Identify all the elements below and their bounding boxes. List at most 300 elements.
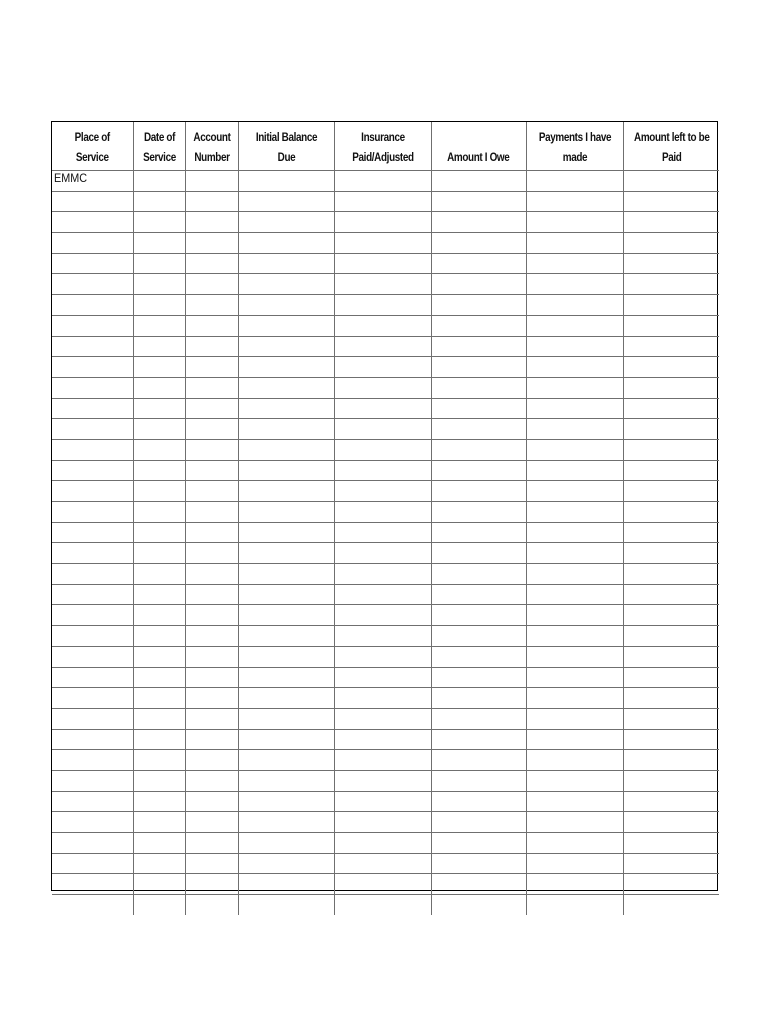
amount-left-to-be-paid-cell[interactable] [623, 502, 719, 523]
payments-i-have-made-cell[interactable] [526, 812, 623, 833]
place-of-service-cell[interactable] [52, 522, 133, 543]
payments-i-have-made-cell[interactable] [526, 791, 623, 812]
amount-left-to-be-paid-cell[interactable] [623, 626, 719, 647]
payments-i-have-made-cell[interactable] [526, 522, 623, 543]
insurance-paid-adjusted-cell[interactable] [334, 191, 431, 212]
account-number-cell[interactable] [185, 295, 238, 316]
amount-left-to-be-paid-cell[interactable] [623, 729, 719, 750]
amount-i-owe-cell[interactable] [431, 874, 526, 895]
amount-left-to-be-paid-cell[interactable] [623, 212, 719, 233]
payments-i-have-made-cell[interactable] [526, 439, 623, 460]
account-number-cell[interactable] [185, 439, 238, 460]
table-row [52, 812, 719, 833]
place-of-service-cell[interactable] [52, 253, 133, 274]
account-number-cell[interactable] [185, 502, 238, 523]
date-of-service-cell[interactable] [133, 253, 185, 274]
amount-i-owe-cell[interactable] [431, 274, 526, 295]
insurance-paid-adjusted-cell[interactable] [334, 646, 431, 667]
amount-i-owe-cell[interactable] [431, 812, 526, 833]
insurance-paid-adjusted-cell[interactable] [334, 212, 431, 233]
date-of-service-cell[interactable] [133, 315, 185, 336]
initial-balance-due-cell[interactable] [238, 791, 334, 812]
insurance-paid-adjusted-cell[interactable] [334, 688, 431, 709]
table-row [52, 315, 719, 336]
account-number-cell[interactable] [185, 874, 238, 895]
insurance-paid-adjusted-cell[interactable] [334, 770, 431, 791]
date-of-service-cell[interactable] [133, 564, 185, 585]
date-of-service-cell[interactable] [133, 481, 185, 502]
amount-left-to-be-paid-cell[interactable] [623, 522, 719, 543]
account-number-cell[interactable] [185, 212, 238, 233]
insurance-paid-adjusted-cell[interactable] [334, 315, 431, 336]
insurance-paid-adjusted-cell[interactable] [334, 522, 431, 543]
initial-balance-due-cell[interactable] [238, 212, 334, 233]
initial-balance-due-cell[interactable] [238, 584, 334, 605]
initial-balance-due-cell[interactable] [238, 729, 334, 750]
date-of-service-cell[interactable] [133, 791, 185, 812]
payments-i-have-made-cell[interactable] [526, 564, 623, 585]
account-number-cell[interactable] [185, 853, 238, 874]
payments-i-have-made-cell[interactable] [526, 171, 623, 192]
payments-i-have-made-cell[interactable] [526, 605, 623, 626]
place-of-service-cell[interactable] [52, 336, 133, 357]
insurance-paid-adjusted-cell[interactable] [334, 253, 431, 274]
amount-i-owe-cell[interactable] [431, 398, 526, 419]
account-number-cell[interactable] [185, 481, 238, 502]
place-of-service-cell[interactable] [52, 584, 133, 605]
date-of-service-cell[interactable] [133, 584, 185, 605]
insurance-paid-adjusted-cell[interactable] [334, 419, 431, 440]
place-of-service-cell[interactable] [52, 357, 133, 378]
place-of-service-cell[interactable] [52, 439, 133, 460]
payments-i-have-made-cell[interactable] [526, 543, 623, 564]
amount-i-owe-cell[interactable] [431, 708, 526, 729]
insurance-paid-adjusted-cell[interactable] [334, 874, 431, 895]
place-of-service-cell[interactable] [52, 564, 133, 585]
insurance-paid-adjusted-cell[interactable] [334, 233, 431, 254]
account-number-cell[interactable] [185, 605, 238, 626]
amount-left-to-be-paid-cell[interactable] [623, 895, 719, 915]
account-number-cell[interactable] [185, 357, 238, 378]
date-of-service-cell[interactable] [133, 502, 185, 523]
amount-i-owe-cell[interactable] [431, 212, 526, 233]
amount-left-to-be-paid-cell[interactable] [623, 398, 719, 419]
initial-balance-due-cell[interactable] [238, 708, 334, 729]
payments-i-have-made-cell[interactable] [526, 770, 623, 791]
initial-balance-due-cell[interactable] [238, 895, 334, 915]
insurance-paid-adjusted-cell[interactable] [334, 502, 431, 523]
place-of-service-cell[interactable] [52, 833, 133, 854]
amount-left-to-be-paid-cell[interactable] [623, 564, 719, 585]
date-of-service-cell[interactable] [133, 853, 185, 874]
amount-left-to-be-paid-cell[interactable] [623, 667, 719, 688]
amount-left-to-be-paid-cell[interactable] [623, 605, 719, 626]
payments-i-have-made-cell[interactable] [526, 419, 623, 440]
account-number-cell[interactable] [185, 750, 238, 771]
place-of-service-cell[interactable] [52, 233, 133, 254]
amount-left-to-be-paid-cell[interactable] [623, 708, 719, 729]
amount-i-owe-cell[interactable] [431, 171, 526, 192]
initial-balance-due-cell[interactable] [238, 502, 334, 523]
initial-balance-due-cell[interactable] [238, 688, 334, 709]
place-of-service-cell[interactable] [52, 895, 133, 915]
insurance-paid-adjusted-cell[interactable] [334, 439, 431, 460]
account-number-cell[interactable] [185, 626, 238, 647]
account-number-cell[interactable] [185, 584, 238, 605]
place-of-service-cell[interactable] [52, 729, 133, 750]
insurance-paid-adjusted-cell[interactable] [334, 171, 431, 192]
initial-balance-due-cell[interactable] [238, 481, 334, 502]
payments-i-have-made-cell[interactable] [526, 874, 623, 895]
initial-balance-due-cell[interactable] [238, 605, 334, 626]
payments-i-have-made-cell[interactable] [526, 212, 623, 233]
amount-i-owe-cell[interactable] [431, 357, 526, 378]
place-of-service-cell[interactable] [52, 770, 133, 791]
place-of-service-cell[interactable] [52, 543, 133, 564]
payments-i-have-made-cell[interactable] [526, 646, 623, 667]
account-number-cell[interactable] [185, 729, 238, 750]
place-of-service-cell[interactable] [52, 377, 133, 398]
place-of-service-cell[interactable] [52, 171, 133, 192]
amount-left-to-be-paid-cell[interactable] [623, 750, 719, 771]
amount-left-to-be-paid-cell[interactable] [623, 336, 719, 357]
table-body [52, 171, 719, 915]
account-number-cell[interactable] [185, 274, 238, 295]
insurance-paid-adjusted-cell[interactable] [334, 398, 431, 419]
insurance-paid-adjusted-cell[interactable] [334, 750, 431, 771]
place-of-service-cell[interactable] [52, 481, 133, 502]
payments-i-have-made-cell[interactable] [526, 460, 623, 481]
initial-balance-due-cell[interactable] [238, 191, 334, 212]
amount-left-to-be-paid-cell[interactable] [623, 770, 719, 791]
insurance-paid-adjusted-cell[interactable] [334, 274, 431, 295]
date-of-service-cell[interactable] [133, 336, 185, 357]
initial-balance-due-cell[interactable] [238, 253, 334, 274]
insurance-paid-adjusted-cell[interactable] [334, 336, 431, 357]
amount-left-to-be-paid-cell[interactable] [623, 584, 719, 605]
amount-i-owe-cell[interactable] [431, 481, 526, 502]
account-number-cell[interactable] [185, 419, 238, 440]
initial-balance-due-cell[interactable] [238, 626, 334, 647]
date-of-service-cell[interactable] [133, 688, 185, 709]
initial-balance-due-cell[interactable] [238, 460, 334, 481]
place-of-service-cell[interactable] [52, 812, 133, 833]
payments-i-have-made-cell[interactable] [526, 626, 623, 647]
amount-i-owe-cell[interactable] [431, 233, 526, 254]
date-of-service-cell[interactable] [133, 377, 185, 398]
payments-i-have-made-cell[interactable] [526, 750, 623, 771]
date-of-service-cell[interactable] [133, 812, 185, 833]
date-of-service-cell[interactable] [133, 212, 185, 233]
payments-i-have-made-cell[interactable] [526, 688, 623, 709]
amount-left-to-be-paid-cell[interactable] [623, 419, 719, 440]
payments-i-have-made-cell[interactable] [526, 729, 623, 750]
account-number-cell[interactable] [185, 377, 238, 398]
payments-i-have-made-cell[interactable] [526, 336, 623, 357]
payments-i-have-made-cell[interactable] [526, 191, 623, 212]
payments-i-have-made-cell[interactable] [526, 274, 623, 295]
date-of-service-cell[interactable] [133, 667, 185, 688]
account-number-cell[interactable] [185, 895, 238, 915]
amount-i-owe-cell[interactable] [431, 191, 526, 212]
amount-i-owe-cell[interactable] [431, 833, 526, 854]
account-number-cell[interactable] [185, 253, 238, 274]
initial-balance-due-cell[interactable] [238, 522, 334, 543]
amount-i-owe-cell[interactable] [431, 626, 526, 647]
payments-i-have-made-cell[interactable] [526, 708, 623, 729]
amount-i-owe-cell[interactable] [431, 522, 526, 543]
place-of-service-cell[interactable] [52, 315, 133, 336]
amount-i-owe-cell[interactable] [431, 315, 526, 336]
table-row [52, 584, 719, 605]
initial-balance-due-cell[interactable] [238, 543, 334, 564]
table-row [52, 688, 719, 709]
amount-left-to-be-paid-cell[interactable] [623, 171, 719, 192]
amount-i-owe-cell[interactable] [431, 791, 526, 812]
payments-i-have-made-cell[interactable] [526, 233, 623, 254]
payments-i-have-made-cell[interactable] [526, 667, 623, 688]
amount-left-to-be-paid-cell[interactable] [623, 274, 719, 295]
initial-balance-due-cell[interactable] [238, 750, 334, 771]
insurance-paid-adjusted-cell[interactable] [334, 729, 431, 750]
account-number-cell[interactable] [185, 336, 238, 357]
place-of-service-cell[interactable] [52, 274, 133, 295]
initial-balance-due-cell[interactable] [238, 770, 334, 791]
amount-i-owe-cell[interactable] [431, 460, 526, 481]
account-number-cell[interactable] [185, 708, 238, 729]
initial-balance-due-cell[interactable] [238, 874, 334, 895]
initial-balance-due-cell[interactable] [238, 377, 334, 398]
account-number-cell[interactable] [185, 233, 238, 254]
insurance-paid-adjusted-cell[interactable] [334, 357, 431, 378]
initial-balance-due-cell[interactable] [238, 833, 334, 854]
account-number-cell[interactable] [185, 812, 238, 833]
insurance-paid-adjusted-cell[interactable] [334, 812, 431, 833]
amount-i-owe-cell[interactable] [431, 502, 526, 523]
date-of-service-cell[interactable] [133, 398, 185, 419]
date-of-service-cell[interactable] [133, 233, 185, 254]
date-of-service-cell[interactable] [133, 895, 185, 915]
payment-tracker-table [52, 122, 719, 915]
date-of-service-cell[interactable] [133, 543, 185, 564]
place-of-service-cell[interactable] [52, 708, 133, 729]
amount-left-to-be-paid-cell[interactable] [623, 315, 719, 336]
amount-left-to-be-paid-cell[interactable] [623, 833, 719, 854]
initial-balance-due-cell[interactable] [238, 853, 334, 874]
insurance-paid-adjusted-cell[interactable] [334, 791, 431, 812]
insurance-paid-adjusted-cell[interactable] [334, 584, 431, 605]
payments-i-have-made-cell[interactable] [526, 295, 623, 316]
initial-balance-due-cell[interactable] [238, 274, 334, 295]
place-of-service-cell[interactable] [52, 605, 133, 626]
insurance-paid-adjusted-cell[interactable] [334, 543, 431, 564]
date-of-service-cell[interactable] [133, 522, 185, 543]
date-of-service-cell[interactable] [133, 274, 185, 295]
amount-i-owe-cell[interactable] [431, 729, 526, 750]
date-of-service-cell[interactable] [133, 626, 185, 647]
insurance-paid-adjusted-cell[interactable] [334, 564, 431, 585]
table-row [52, 439, 719, 460]
initial-balance-due-cell[interactable] [238, 419, 334, 440]
date-of-service-cell[interactable] [133, 295, 185, 316]
place-of-service-cell[interactable] [52, 853, 133, 874]
date-of-service-cell[interactable] [133, 874, 185, 895]
amount-left-to-be-paid-cell[interactable] [623, 688, 719, 709]
account-number-cell[interactable] [185, 171, 238, 192]
initial-balance-due-cell[interactable] [238, 667, 334, 688]
amount-i-owe-cell[interactable] [431, 770, 526, 791]
payments-i-have-made-cell[interactable] [526, 481, 623, 502]
date-of-service-cell[interactable] [133, 646, 185, 667]
initial-balance-due-cell[interactable] [238, 646, 334, 667]
date-of-service-cell[interactable] [133, 605, 185, 626]
place-of-service-cell[interactable] [52, 398, 133, 419]
amount-i-owe-cell[interactable] [431, 688, 526, 709]
amount-left-to-be-paid-cell[interactable] [623, 191, 719, 212]
payments-i-have-made-cell[interactable] [526, 895, 623, 915]
insurance-paid-adjusted-cell[interactable] [334, 481, 431, 502]
initial-balance-due-cell[interactable] [238, 398, 334, 419]
initial-balance-due-cell[interactable] [238, 812, 334, 833]
place-of-service-cell[interactable] [52, 646, 133, 667]
payments-i-have-made-cell[interactable] [526, 502, 623, 523]
insurance-paid-adjusted-cell[interactable] [334, 295, 431, 316]
amount-left-to-be-paid-cell[interactable] [623, 460, 719, 481]
amount-i-owe-cell[interactable] [431, 750, 526, 771]
account-number-cell[interactable] [185, 688, 238, 709]
date-of-service-cell[interactable] [133, 419, 185, 440]
insurance-paid-adjusted-cell[interactable] [334, 605, 431, 626]
place-of-service-cell[interactable] [52, 874, 133, 895]
date-of-service-cell[interactable] [133, 708, 185, 729]
place-of-service-cell[interactable] [52, 191, 133, 212]
amount-left-to-be-paid-cell[interactable] [623, 481, 719, 502]
amount-left-to-be-paid-cell[interactable] [623, 377, 719, 398]
payments-i-have-made-cell[interactable] [526, 584, 623, 605]
account-number-cell[interactable] [185, 398, 238, 419]
amount-i-owe-cell[interactable] [431, 667, 526, 688]
initial-balance-due-cell[interactable] [238, 295, 334, 316]
place-of-service-cell[interactable] [52, 750, 133, 771]
insurance-paid-adjusted-cell[interactable] [334, 853, 431, 874]
amount-left-to-be-paid-cell[interactable] [623, 646, 719, 667]
date-of-service-cell[interactable] [133, 729, 185, 750]
insurance-paid-adjusted-cell[interactable] [334, 833, 431, 854]
amount-i-owe-cell[interactable] [431, 646, 526, 667]
amount-i-owe-cell[interactable] [431, 895, 526, 915]
amount-left-to-be-paid-cell[interactable] [623, 253, 719, 274]
insurance-paid-adjusted-cell[interactable] [334, 708, 431, 729]
place-of-service-cell[interactable] [52, 791, 133, 812]
insurance-paid-adjusted-cell[interactable] [334, 626, 431, 647]
account-number-cell[interactable] [185, 543, 238, 564]
amount-i-owe-cell[interactable] [431, 564, 526, 585]
table-row [52, 336, 719, 357]
account-number-cell[interactable] [185, 833, 238, 854]
amount-left-to-be-paid-cell[interactable] [623, 233, 719, 254]
amount-left-to-be-paid-cell[interactable] [623, 295, 719, 316]
date-of-service-cell[interactable] [133, 460, 185, 481]
account-number-cell[interactable] [185, 667, 238, 688]
account-number-cell[interactable] [185, 770, 238, 791]
date-of-service-cell[interactable] [133, 357, 185, 378]
initial-balance-due-cell[interactable] [238, 233, 334, 254]
insurance-paid-adjusted-cell[interactable] [334, 895, 431, 915]
date-of-service-cell[interactable] [133, 171, 185, 192]
amount-left-to-be-paid-cell[interactable] [623, 357, 719, 378]
account-number-cell[interactable] [185, 646, 238, 667]
initial-balance-due-cell[interactable] [238, 315, 334, 336]
amount-i-owe-cell[interactable] [431, 377, 526, 398]
place-of-service-cell[interactable] [52, 460, 133, 481]
amount-i-owe-cell[interactable] [431, 543, 526, 564]
amount-i-owe-cell[interactable] [431, 295, 526, 316]
amount-left-to-be-paid-cell[interactable] [623, 543, 719, 564]
initial-balance-due-cell[interactable] [238, 357, 334, 378]
place-of-service-cell[interactable] [52, 626, 133, 647]
amount-left-to-be-paid-cell[interactable] [623, 791, 719, 812]
amount-left-to-be-paid-cell[interactable] [623, 874, 719, 895]
amount-i-owe-cell[interactable] [431, 336, 526, 357]
date-of-service-cell[interactable] [133, 439, 185, 460]
account-number-cell[interactable] [185, 791, 238, 812]
initial-balance-due-cell[interactable] [238, 336, 334, 357]
payments-i-have-made-cell[interactable] [526, 833, 623, 854]
account-number-cell[interactable] [185, 564, 238, 585]
payments-i-have-made-cell[interactable] [526, 315, 623, 336]
amount-left-to-be-paid-cell[interactable] [623, 439, 719, 460]
amount-i-owe-cell[interactable] [431, 853, 526, 874]
payments-i-have-made-cell[interactable] [526, 357, 623, 378]
date-of-service-cell[interactable] [133, 750, 185, 771]
initial-balance-due-cell[interactable] [238, 439, 334, 460]
place-of-service-cell[interactable] [52, 419, 133, 440]
date-of-service-cell[interactable] [133, 770, 185, 791]
account-number-cell[interactable] [185, 460, 238, 481]
initial-balance-due-cell[interactable] [238, 171, 334, 192]
initial-balance-due-cell[interactable] [238, 564, 334, 585]
date-of-service-cell[interactable] [133, 833, 185, 854]
place-of-service-cell[interactable] [52, 667, 133, 688]
payments-i-have-made-cell[interactable] [526, 853, 623, 874]
insurance-paid-adjusted-cell[interactable] [334, 667, 431, 688]
account-number-cell[interactable] [185, 315, 238, 336]
payments-i-have-made-cell[interactable] [526, 253, 623, 274]
amount-left-to-be-paid-cell[interactable] [623, 853, 719, 874]
place-of-service-cell[interactable] [52, 688, 133, 709]
header-date-of-service: Date of Service [133, 122, 185, 171]
account-number-cell[interactable] [185, 191, 238, 212]
table-row [52, 646, 719, 667]
place-of-service-cell[interactable] [52, 212, 133, 233]
insurance-paid-adjusted-cell[interactable] [334, 377, 431, 398]
amount-i-owe-cell[interactable] [431, 419, 526, 440]
table-row [52, 564, 719, 585]
payments-i-have-made-cell[interactable] [526, 377, 623, 398]
place-of-service-cell[interactable] [52, 295, 133, 316]
place-of-service-cell[interactable] [52, 502, 133, 523]
amount-i-owe-cell[interactable] [431, 584, 526, 605]
date-of-service-cell[interactable] [133, 191, 185, 212]
amount-i-owe-cell[interactable] [431, 439, 526, 460]
amount-left-to-be-paid-cell[interactable] [623, 812, 719, 833]
header-place-of-service: Place of Service [52, 122, 133, 171]
amount-i-owe-cell[interactable] [431, 253, 526, 274]
insurance-paid-adjusted-cell[interactable] [334, 460, 431, 481]
account-number-cell[interactable] [185, 522, 238, 543]
payments-i-have-made-cell[interactable] [526, 398, 623, 419]
amount-i-owe-cell[interactable] [431, 605, 526, 626]
